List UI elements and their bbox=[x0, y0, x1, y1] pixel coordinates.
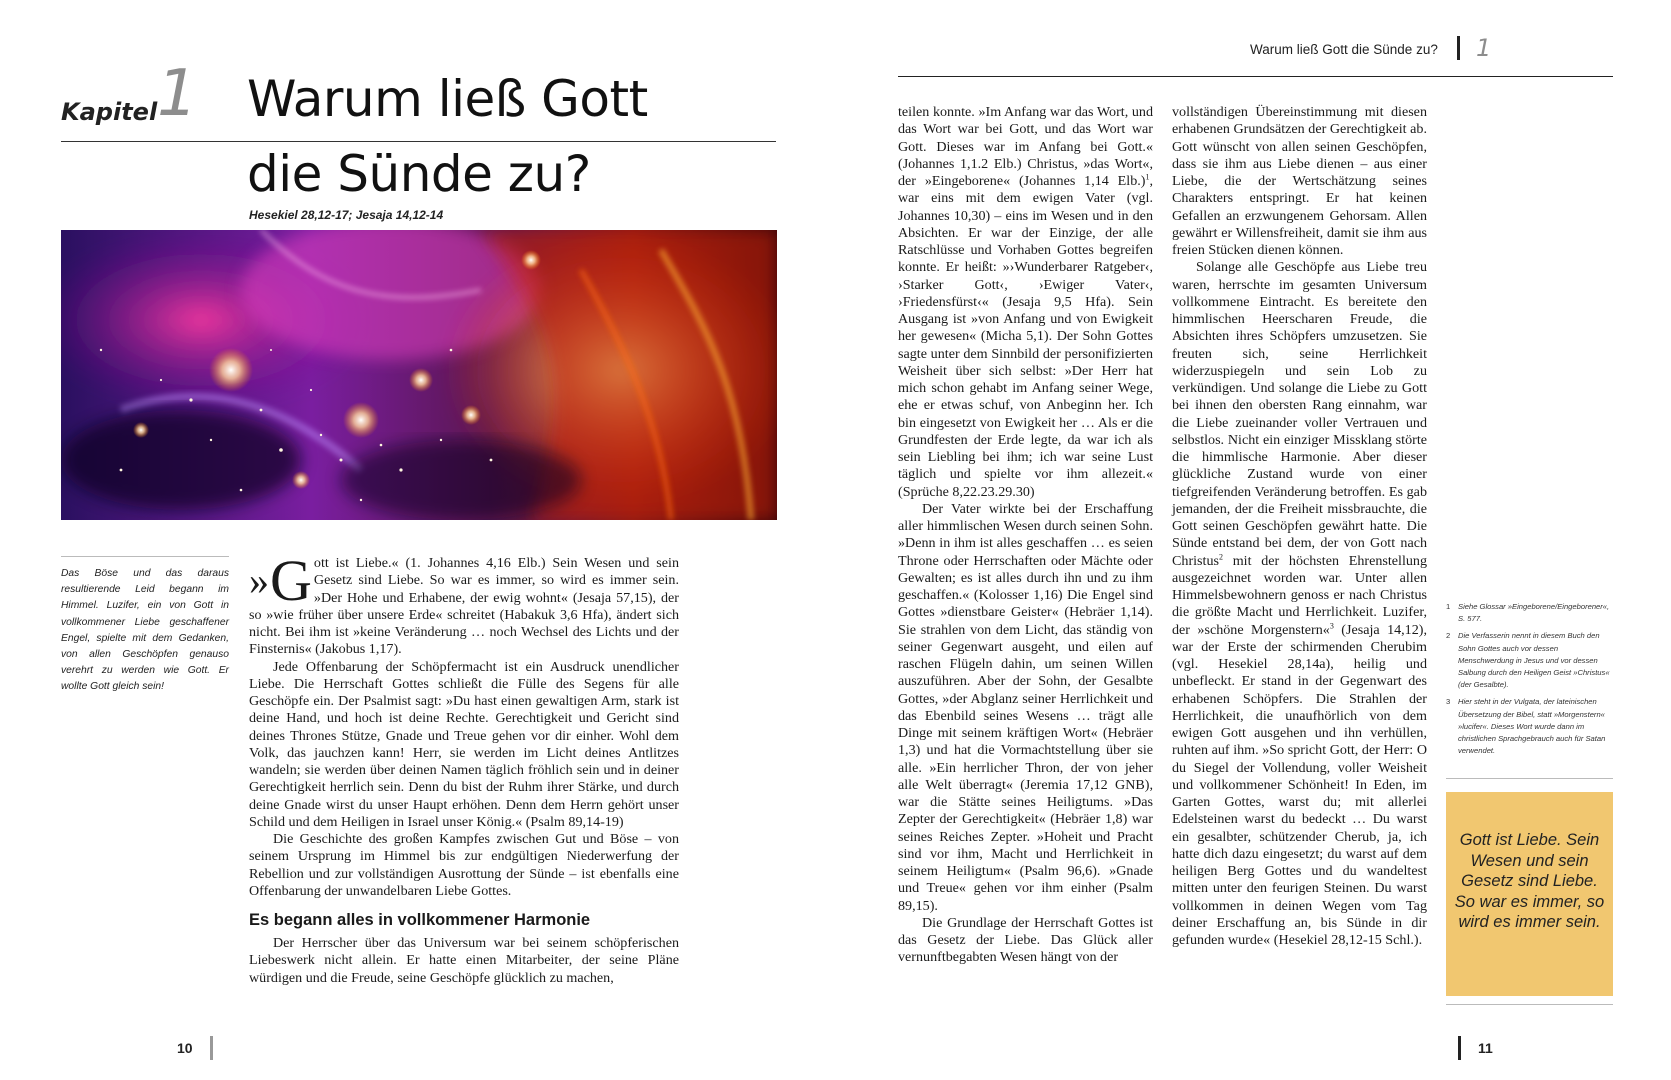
dropcap-quote: » bbox=[249, 558, 269, 603]
scripture-references: Hesekiel 28,12-17; Jesaja 14,12-14 bbox=[249, 208, 444, 222]
body-paragraph: Die Geschichte des großen Kampfes zwischen Gut und Böse – von seinem Ursprung im Himmel bis zur endgültigen Niederwerfung der Rebellion und zur vollständigen Ausrottung der Sünde – ist ebenfalls eine Offenbarung der unwandelbaren Liebe Gottes. bbox=[249, 831, 679, 899]
body-text: , war eins mit dem ewigen Vater (vgl. Johannes 10,30) – eins im Wesen und in den Absichten. Er war der Einzige, der alle Ratschlüsse und Vorhaben Gottes begreifen konnte. Er heißt: »›Wunderbarer Ratgeber‹, ›Starker Gott‹, ›Ewiger Vater‹, ›Friedensfürst‹« (Jesaja 9,5 Hfa). Sein Ausgang ist »von Anfang und von Ewigkeit her gewesen« (Micha 5,1). Der Sohn Gottes sagte unter dem Sinnbild der personifizierten Weisheit über sich selbst: »Der Herr hat mich schon gehabt im Anfang seiner Wege, ehe er etwas schuf, von Anbeginn her. Ich bin eingesetzt von Ewigkeit her … Als er die Grundfesten der Erde legte, da war ich als sein Liebling bei ihm; ich war seine Lust täglich und spielte vor ihm allezeit.« (Sprüche 8,22.23.29.30) bbox=[898, 173, 1153, 500]
right-body-column-2 bbox=[1172, 104, 1427, 949]
intro-text: ott ist Liebe.« (1. Johannes 4,16 Elb.) Sein Wesen und sein Gesetz sind Liebe. So war es immer, so wird es immer sein. »Der Hohe und Erhabene, der ewig wohnt« (Jesaja 57,15), der so »wie früher über unsere Erde« schreitet (Habakuk 3,6 Hfa), ändert sich nicht. Bei ihm ist »keine Veränderung … noch Wechsel des Lichts und der Finsternis« (Jakobus 1,17). bbox=[249, 555, 679, 658]
running-head: Warum ließ Gott die Sünde zu? bbox=[1250, 42, 1438, 57]
footnote-text: Die Verfasserin nennt in diesem Buch den Sohn Gottes auch vor dessen Menschwerdung in Jesus und vor dessen Salbung durch den Heiligen Geist »Christus« (der Gesalbte). bbox=[1458, 631, 1610, 690]
footnote-number: 3 bbox=[1446, 697, 1451, 707]
body-text: Solange alle Geschöpfe aus Liebe treu waren, herrschte im gesamten Universum vollkommene Eintracht. Es bereitete den himmlischen Heerscharen Freude, die Absichten ihres Schöpfers umzusetzen. Sie freuten sich, seine Herrlichkeit widerzuspiegeln und sein Lob zu verkündigen. Und solange die Liebe zu Gott bei ihnen den obersten Rang einnahm, war die Liebe zueinander voller Vertrauen und selbstlos. Nicht ein einziger Missklang störte die himmlische Harmonie. Aber dieser glückliche Zustand wurde von einer tiefgreifenden Veränderung betroffen. Es gab jemanden, der die Freiheit missbrauchte, die Gott seinen Geschöpfen gewährt hatte. Die Sünde entstand bei dem, der von Gott nach Christus bbox=[1172, 259, 1427, 569]
footnote bbox=[1446, 696, 1613, 757]
running-head-bar bbox=[1457, 36, 1460, 60]
chapter-number: 1 bbox=[157, 57, 198, 131]
left-body-column bbox=[249, 548, 679, 987]
footnotes bbox=[1446, 601, 1613, 762]
chapter-label: Kapitel bbox=[61, 98, 158, 126]
pull-quote-rule-bottom bbox=[1446, 1004, 1613, 1005]
body-text: teilen konnte. »Im Anfang war das Wort, und das Wort war bei Gott, und das Wort war Gott. Dieses war im Anfang bei Gott.« (Johannes 1,1.2 Elb.) Christus, »das Wort«, der »Eingeborene« (Johannes 1,14 Elb.) bbox=[898, 104, 1153, 189]
footnote-marker: 2 bbox=[1219, 551, 1223, 561]
body-paragraph bbox=[898, 104, 1153, 501]
header-rule bbox=[898, 76, 1613, 77]
pull-quote-rule-top bbox=[1446, 778, 1613, 779]
footnote-number: 1 bbox=[1446, 602, 1451, 611]
dropcap-letter: G bbox=[270, 548, 312, 613]
page-number-left: 10 bbox=[177, 1040, 193, 1056]
nebula-image bbox=[61, 230, 777, 520]
footnote-marker: 3 bbox=[1329, 620, 1334, 630]
footnote-text: Siehe Glossar »Eingeborene/Eingeborener«, S. 577. bbox=[1458, 602, 1610, 624]
body-paragraph: Jede Offenbarung der Schöpfermacht ist ein Ausdruck unendlicher Liebe. Die Herrschaft Gottes schließt die Fülle des Segens für alle Geschöpfe ein. Der Psalmist sagt: »Du hast einen gewaltigen Arm, stark ist deine Hand, und hoch ist deine Rechte. Gerechtigkeit und Gericht sind deines Thrones Stütze, Gnade und Treue gehen vor dir einher. Wohl dem Volk, das jauchzen kann! Herr, sie werden im Licht deines Antlitzes wandeln; sie werden über deinen Namen täglich fröhlich sein und in deiner Gerechtigkeit herrlich sein. Denn du bist der Ruhm ihrer Stärke, und durch deine Gnade wirst du unser Haupt erhöhen. Denn dem Herrn gehört unser Schild und dem Heiligen in Israel unser König.« (Psalm 89,14-19) bbox=[249, 658, 679, 830]
body-text: (Jesaja 14,12), war der Erste der schirmenden Cherubim (vgl. Hesekiel 28,14a), heilig und unbefleckt. Er stand in der Gegenwart des erhabenen Schöpfers. Die Strahlen der Herrlichkeit, die unaufhörlich von dem ewigen Gott ausgehen und ihn verhüllen, ruhten auf ihm. »So spricht Gott, der Herr: O du Siegel der Vollendung, voller Weisheit und vollkommener Schönheit! In Eden, im Garten Gottes, warst du; mit allerlei Edelsteinen warst du bedeckt … Du warst ein gesalbter, schützender Cherub, ja, ich hatte dich dazu eingesetzt; du warst auf dem heiligen Berg Gottes und du wandeltest mitten unter den feurigen Steinen. Du warst vollkommen in deinen Wegen vom Tag deiner Erschaffung an, bis Sünde in dir gefunden wurde« (Hesekiel 28,12-15 Schl.). bbox=[1172, 621, 1427, 948]
body-paragraph: Die Grundlage der Herrschaft Gottes ist das Gesetz der Liebe. Das Glück aller vernunftbegabten Wesen hängt von der bbox=[898, 914, 1153, 966]
footnote bbox=[1446, 601, 1613, 625]
intro-paragraph bbox=[249, 548, 679, 659]
body-text: mit der höchsten Ehrenstellung ausgezeichnet worden war. Unter allen Himmelsbewohnern genoss er nach Christus die größte Macht und Herrlichkeit. Luzifer, der »schöne Morgenstern« bbox=[1172, 552, 1427, 638]
chapter-title-line-1: Warum ließ Gott bbox=[247, 70, 648, 128]
sidebar-rule bbox=[61, 556, 229, 557]
footnote-number: 2 bbox=[1446, 631, 1451, 641]
right-body-column-1 bbox=[898, 104, 1153, 967]
body-paragraph: vollständigen Übereinstimmung mit diesen erhabenen Grundsätzen der Gerechtigkeit ab. Gott wünscht von allen seinen Geschöpfen, dass sie ihm aus Liebe dienen – aus einer Liebe, die der Wertschätzung seines Charakters entspringt. Er hat keinen Gefallen an erzwungenem Gehorsam. Allen gewährt er Willensfreiheit, damit sie ihm aus freien Stücken dienen können. bbox=[1172, 104, 1427, 258]
body-paragraph: Der Vater wirkte bei der Erschaffung aller himmlischen Wesen durch seinen Sohn. »Denn in ihm ist alles geschaffen … es seien Throne oder Herrschaften oder Mächte oder Gewalten; es ist alles durch ihn und zu ihm geschaffen.« (Kolosser 1,16) Die Engel sind Gottes »dienstbare Geister« (Hebräer 1,14). Sie strahlen von dem Licht, das ständig von seiner Gegenwart ausgeht, und eilen auf raschen Flügeln dahin, um seinen Willen auszuführen. Aber der Sohn, der Gesalbte Gottes, »der Abglanz seiner Herrlichkeit und das Ebenbild seines Wesens … trägt alle Dinge mit seinem kräftigen Wort« (Hebräer 1,3) und hat die Vormachtstellung über sie alle. »Ein herrlicher Thron, der von jeher alle Welt überragt« (Jeremia 17,12 GNB), war die Stätte seines Heiligtums. »Das Zepter der Gerechtigkeit« (Hebräer 1,8) war seines Reiches Zepter. »Hoheit und Pracht sind vor ihm, Macht und Herrlichkeit in seinem Heiligtum« (Psalm 96,6). »Gnade und Treue« gehen vor ihm einher (Psalm 89,15). bbox=[898, 500, 1153, 914]
footnote-text: Hier steht in der Vulgata, der lateinischen Übersetzung der Bibel, statt »Morgenstern« »lucifer«. Dieses Wort wurde dann im christlichen Sprachgebrauch auch für Satan verwendet. bbox=[1458, 697, 1606, 756]
body-paragraph bbox=[1172, 259, 1427, 949]
pull-quote-box bbox=[1446, 792, 1613, 996]
footnote-marker: 1 bbox=[1145, 172, 1150, 182]
body-paragraph: Der Herrscher über das Universum war bei seinem schöpferischen Liebeswerk nicht allein. Er hatte einen Mitarbeiter, der seine Pläne würdigen und die Freude, seine Geschöpfe glücklich zu machen, bbox=[249, 935, 679, 986]
running-head-chapter-number: 1 bbox=[1476, 34, 1492, 62]
sidebar-caption: Das Böse und das daraus resultierende Leid begann im Himmel. Luzifer, ein von Gott in vollkommener Liebe geschaffener Engel, spielte mit dem Gedanken, von allen Geschöpfen genauso verehrt zu werden wie Gott. Er wollte Gott gleich sein! bbox=[61, 568, 229, 693]
pull-quote-text: Gott ist Liebe. Sein Wesen und sein Gesetz sind Liebe. So war es immer, so wird es immer sein. bbox=[1454, 831, 1605, 931]
chapter-title-rule bbox=[61, 141, 776, 142]
chapter-title-line-2: die Sünde zu? bbox=[247, 145, 591, 203]
page-number-right: 11 bbox=[1478, 1040, 1493, 1056]
page-number-bar-right bbox=[1458, 1036, 1461, 1060]
footnote bbox=[1446, 630, 1613, 691]
page-number-bar-left bbox=[210, 1036, 213, 1060]
section-heading: Es begann alles in vollkommener Harmonie bbox=[249, 911, 591, 929]
